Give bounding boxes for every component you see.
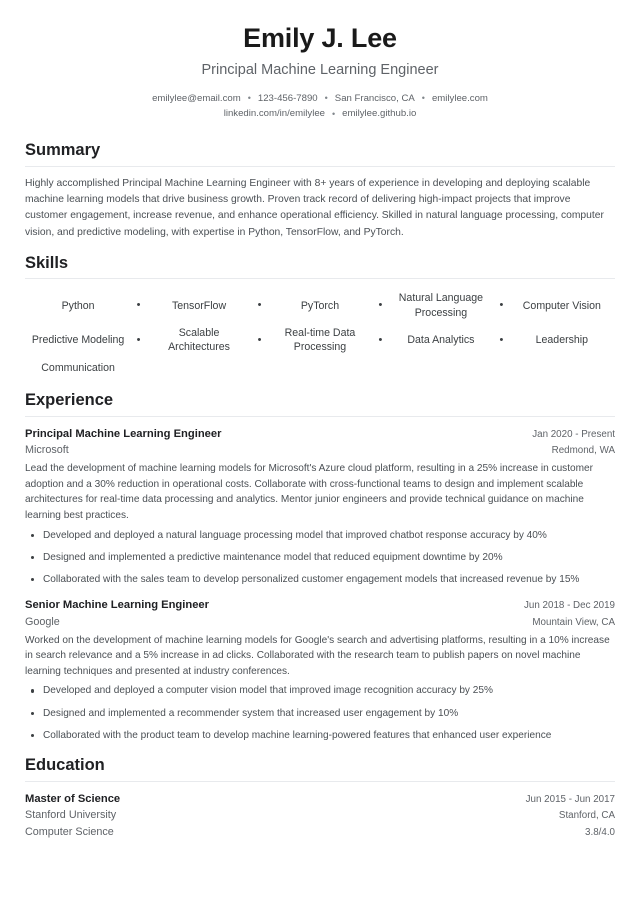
skill-item: Natural Language Processing bbox=[398, 292, 484, 319]
school-location: Stanford, CA bbox=[558, 810, 615, 822]
education-dates: Jun 2015 - Jun 2017 bbox=[525, 793, 615, 805]
resume-header bbox=[25, 22, 615, 122]
job-dates: Jan 2020 - Present bbox=[532, 428, 615, 440]
section-divider bbox=[25, 781, 615, 782]
skill-item: Python bbox=[61, 299, 95, 312]
section-experience bbox=[25, 390, 615, 743]
job-title: Principal Machine Learning Engineer bbox=[25, 427, 222, 440]
section-title-skills: Skills bbox=[25, 253, 69, 272]
experience-entry bbox=[25, 597, 615, 743]
contact-line-primary bbox=[25, 91, 615, 107]
skill-item: PyTorch bbox=[300, 299, 340, 312]
contact-email[interactable]: emilylee@email.com bbox=[152, 92, 241, 104]
job-achievement-item: Designed and implemented a predictive maintenance model that reduced equipment downtime by 20% bbox=[25, 550, 615, 565]
skill-item: Predictive Modeling bbox=[31, 334, 125, 347]
section-divider bbox=[25, 278, 615, 279]
education-entry-list bbox=[25, 791, 615, 841]
section-title-summary: Summary bbox=[25, 141, 101, 160]
skill-item: Computer Vision bbox=[522, 299, 601, 312]
contact-line-secondary bbox=[25, 106, 615, 122]
job-achievement-item: Collaborated with the product team to develop machine learning-powered features that enhanced user experience bbox=[25, 728, 615, 743]
experience-entry-header bbox=[25, 426, 615, 443]
contact-location: San Francisco, CA bbox=[334, 92, 415, 104]
job-achievement-list bbox=[25, 683, 615, 742]
contact-separator-icon: • bbox=[324, 92, 328, 103]
company-name: Google bbox=[25, 615, 60, 628]
contact-separator-icon: • bbox=[421, 92, 425, 103]
job-location: Redmond, WA bbox=[551, 445, 615, 457]
summary-text: Highly accomplished Principal Machine Learning Engineer with 8+ years of experience in developing and deploying scalable machine learning models that drive business growth. Proven track record of delivering high-impact projects that improve customer engagement, increase revenue, and enhance operational efficiency. Skilled in natural language processing, computer vision, and predictive modeling, with expertise in Python, TensorFlow, and PyTorch. bbox=[25, 177, 604, 238]
section-title-experience: Experience bbox=[25, 390, 114, 409]
experience-entry-subheader bbox=[25, 442, 615, 459]
education-entry-row bbox=[25, 807, 615, 824]
experience-entry-list bbox=[25, 426, 615, 743]
contact-phone[interactable]: 123-456-7890 bbox=[257, 92, 318, 104]
company-name: Microsoft bbox=[25, 444, 69, 457]
degree-name: Master of Science bbox=[25, 792, 121, 805]
section-skills bbox=[25, 253, 615, 378]
section-title-education: Education bbox=[25, 755, 105, 774]
skill-separator-icon: • bbox=[499, 299, 504, 312]
job-description: Lead the development of machine learning models for Microsoft's Azure cloud platform, resulting in a 25% increase in customer adoption and a 30% reduction in operational costs. Collaborate with cross-functional teams to design and implement scalable architectures for real-time data processing and analytics. Mentor junior engineers and provide technical guidance on machine learning best practices. bbox=[25, 463, 594, 521]
contact-separator-icon: • bbox=[247, 92, 251, 103]
skill-item: Real-time Data Processing bbox=[284, 327, 356, 354]
section-divider bbox=[25, 166, 615, 167]
skill-item: Scalable Architectures bbox=[168, 327, 230, 354]
contact-github[interactable]: emilylee.github.io bbox=[342, 108, 417, 120]
skill-separator-icon: • bbox=[136, 333, 141, 346]
skill-separator-icon: • bbox=[257, 299, 262, 312]
job-achievement-item: Developed and deployed a computer vision model that improved image recognition accuracy by 25% bbox=[25, 683, 615, 698]
job-achievement-item: Collaborated with the sales team to develop personalized customer engagement models that increased revenue by 15% bbox=[25, 572, 615, 587]
education-entry-row bbox=[25, 824, 615, 841]
experience-entry-header bbox=[25, 597, 615, 614]
candidate-headline: Principal Machine Learning Engineer bbox=[201, 62, 439, 79]
experience-entry-subheader bbox=[25, 614, 615, 631]
job-achievement-item: Designed and implemented a recommender system that increased user engagement by 10% bbox=[25, 706, 615, 721]
contact-website[interactable]: emilylee.com bbox=[431, 92, 488, 104]
school-name: Stanford University bbox=[25, 809, 117, 822]
skill-separator-icon: • bbox=[499, 333, 504, 346]
field-of-study: Computer Science bbox=[25, 826, 114, 838]
education-entry-row bbox=[25, 791, 615, 808]
candidate-name: Emily J. Lee bbox=[243, 23, 397, 53]
section-education bbox=[25, 755, 615, 841]
job-title: Senior Machine Learning Engineer bbox=[25, 599, 210, 612]
job-location: Mountain View, CA bbox=[532, 616, 615, 628]
experience-entry bbox=[25, 426, 615, 587]
skill-item: Data Analytics bbox=[407, 334, 475, 347]
skill-item: Leadership bbox=[535, 334, 589, 347]
skill-separator-icon: • bbox=[378, 333, 383, 346]
job-achievement-item: Developed and deployed a natural language processing model that improved chatbot response accuracy by 40% bbox=[25, 528, 615, 543]
contact-linkedin[interactable]: linkedin.com/in/emilylee bbox=[223, 108, 325, 120]
skill-item: TensorFlow bbox=[171, 299, 227, 312]
job-description: Worked on the development of machine learning models for Google's search and advertising platforms, resulting in a 10% increase in search relevance and a 5% increase in ad clicks. Collaborated with the research team to publish papers on novel machine learning techniques and presented at industry conferences. bbox=[25, 634, 610, 677]
section-divider bbox=[25, 416, 615, 417]
skill-item: Communication bbox=[41, 361, 115, 374]
skill-separator-icon: • bbox=[378, 299, 383, 312]
section-summary bbox=[25, 140, 615, 241]
gpa-value: 3.8/4.0 bbox=[585, 827, 615, 838]
skills-list bbox=[25, 288, 615, 377]
job-achievement-list bbox=[25, 528, 615, 587]
contact-separator-icon: • bbox=[332, 108, 336, 119]
skill-separator-icon: • bbox=[136, 299, 141, 312]
skill-separator-icon: • bbox=[257, 333, 262, 346]
education-entry bbox=[25, 791, 615, 841]
job-dates: Jun 2018 - Dec 2019 bbox=[524, 600, 615, 612]
